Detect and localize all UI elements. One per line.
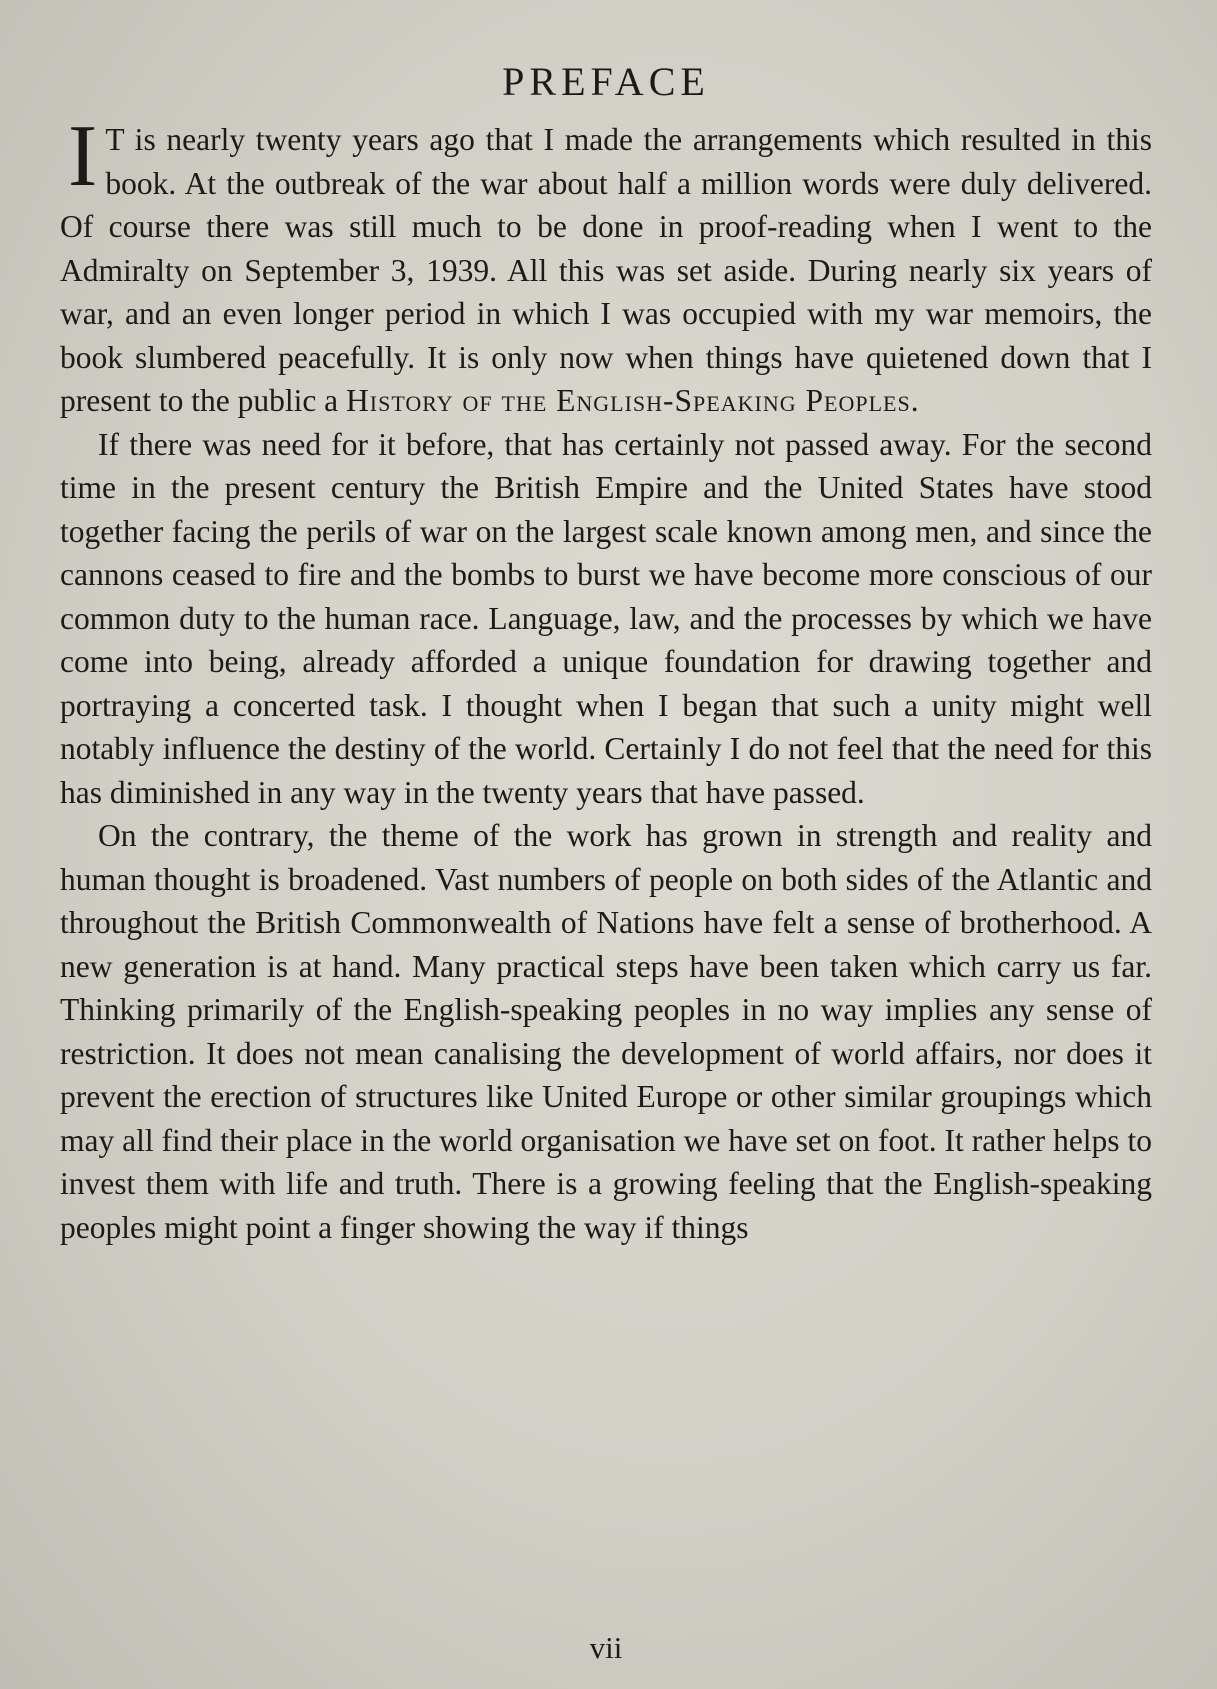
paragraph-1-text: T is nearly twenty years ago that I made the arrangements which resulted in this book. At the outbreak of the war about half a million words were duly delivered. Of course there was still much to be done in proof-reading when I went to the Admiralty on September 3, 1939. All this was set aside. During nearly six years of war, and an even longer period in which I was occupied with my war memoirs, the book slumbered peacefully. It is only now when things have quietened down that I present to the public a xyxy=(60,122,1152,418)
paragraph-1 xyxy=(60,108,1152,423)
paragraph-3: On the contrary, the theme of the work has grown in strength and reality and human thought is broadened. Vast numbers of people on both sides of the Atlantic and throughout the British Commonwealth of Nations have felt a sense of brotherhood. A new generation is at hand. Many practical steps have been taken which carry us far. Thinking primarily of the English-speaking peoples in no way implies any sense of restriction. It does not mean canalising the development of world affairs, nor does it prevent the erection of structures like United Europe or other similar groupings which may all find their place in the world organisation we have set on foot. It rather helps to invest them with life and truth. There is a growing feeling that the English-speaking peoples might point a finger showing the way if things xyxy=(60,818,1152,1245)
paragraph-2: If there was need for it before, that has certainly not passed away. For the second time in the present century the British Empire and the United States have stood together facing the perils of war on the largest scale known among men, and since the cannons ceased to fire and the bombs to burst we have become more conscious of our common duty to the human race. Language, law, and the processes by which we have come into being, already afforded a unique foundation for drawing together and portraying a concerted task. I thought when I began that such a unity might well notably influence the destiny of the world. Certainly I do not feel that the need for this has diminished in any way in the twenty years that have passed. xyxy=(60,426,1152,810)
paragraph-1-end: . xyxy=(910,383,919,418)
page-number: vii xyxy=(589,1630,623,1665)
book-title: History of the English-Speaking Peoples xyxy=(346,383,911,418)
drop-cap: I xyxy=(68,108,98,205)
book-page xyxy=(60,50,1152,1670)
page-title: PREFACE xyxy=(502,59,710,104)
